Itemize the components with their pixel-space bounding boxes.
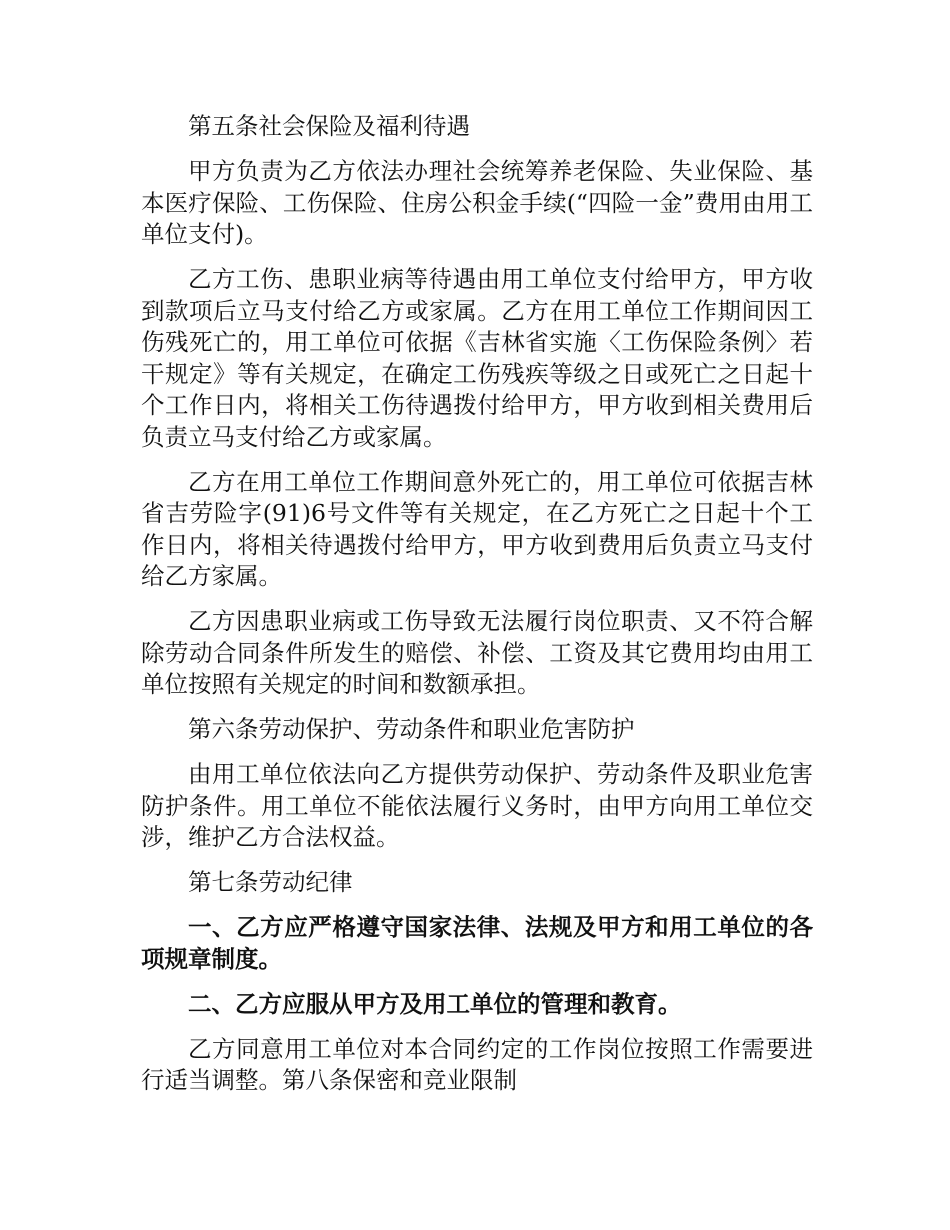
paragraph-work-injury: 乙方工伤、患职业病等待遇由用工单位支付给甲方，甲方收到款项后立马支付给乙方或家属。乙方在用工单位工作期间因工伤残死亡的，用工单位可依据《吉林省实施〈工伤保险条例〉若干规定》等有关规定，在确定工伤残疾等级之日或死亡之日起十个工作日内，将相关工伤待遇拨付给甲方，甲方收到相关费用后负责立马支付给乙方或家属。: [141, 265, 813, 451]
paragraph-accidental-death: 乙方在用工单位工作期间意外死亡的，用工单位可依据吉林省吉劳险字(91)6号文件等有关规定，在乙方死亡之日起十个工作日内，将相关待遇拨付给甲方，甲方收到费用后负责立马支付给乙方家属。: [141, 467, 813, 590]
document-body: [141, 111, 813, 1110]
paragraph-position-adjustment: 乙方同意用工单位对本合同约定的工作岗位按照工作需要进行适当调整。第八条保密和竞业限制: [141, 1034, 813, 1094]
paragraph-social-insurance: 甲方负责为乙方依法办理社会统筹养老保险、失业保险、基本医疗保险、工伤保险、住房公积金手续(“四险一金”费用由用工单位支付)。: [141, 157, 813, 248]
discipline-item-2: 二、乙方应服从甲方及用工单位的管理和教育。: [188, 989, 682, 1018]
article-5-heading: 第五条社会保险及福利待遇: [188, 112, 470, 140]
paragraph-occupational-disease: 乙方因患职业病或工伤导致无法履行岗位职责、又不符合解除劳动合同条件所发生的赔偿、补偿、工资及其它费用均由用工单位按照有关规定的时间和数额承担。: [141, 607, 813, 698]
article-6-heading: 第六条劳动保护、劳动条件和职业危害防护: [188, 715, 635, 743]
paragraph-labor-protection: 由用工单位依法向乙方提供劳动保护、劳动条件及职业危害防护条件。用工单位不能依法履行义务时，由甲方向用工单位交涉，维护乙方合法权益。: [141, 760, 813, 851]
article-7-heading: 第七条劳动纪律: [188, 868, 353, 896]
discipline-item-1: 一、乙方应严格遵守国家法律、法规及甲方和用工单位的各项规章制度。: [141, 913, 813, 973]
